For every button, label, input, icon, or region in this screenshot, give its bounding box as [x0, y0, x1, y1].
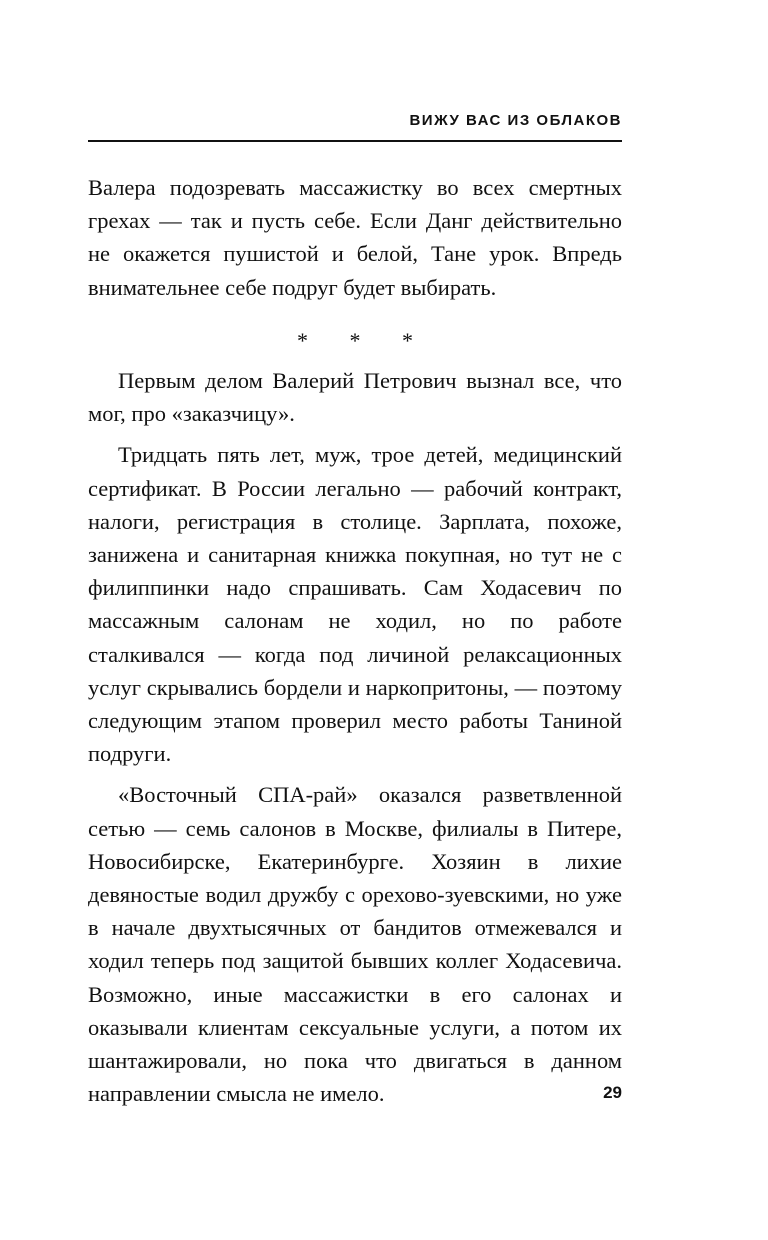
continuation-text: [88, 171, 622, 304]
book-page: [88, 0, 622, 1240]
paragraph-3: «Восточный СПА-рай» оказался разветвленной сетью — семь салонов в Москве, филиалы в Питере, Новосибирске, Екатеринбурге. Хозяин в лихие девяностые водил дружбу с орехово-зуевскими, но уже в начале двухтысячных от бандитов отмежевался и ходил теперь под защитой бывших коллег Ходасевича. Возможно, иные массажистки в его салонах и оказывали клиентам сексуальные услуги, а потом их шантажировали, но пока что двигаться в данном направлении смысла не имело.: [88, 782, 622, 1107]
section-separator: * * *: [297, 328, 431, 353]
running-title: ВИЖУ ВАС ИЗ ОБЛАКОВ: [409, 112, 622, 129]
continuation-paragraph: Валера подозревать массажистку во всех смертных грехах — так и пусть себе. Если Данг действительно не окажется пушистой и белой, Тане урок. Впредь внимательнее себе подруг будет выбирать.: [88, 175, 622, 300]
paragraph-1: Первым делом Валерий Петрович вызнал все, что мог, про «заказчицу».: [88, 368, 622, 427]
section-text: [88, 364, 622, 1110]
page-number: 29: [603, 1083, 622, 1102]
header-rule: [88, 140, 622, 142]
paragraph-2: Тридцать пять лет, муж, трое детей, медицинский сертификат. В России легально — рабочий контракт, налоги, регистрация в столице. Зарплата, похоже, занижена и санитарная книжка покупная, но тут не с филиппинки надо спрашивать. Сам Ходасевич по массажным салонам не ходил, но по работе сталкивался — когда под личиной релаксационных услуг скрывались бордели и наркопритоны, — поэтому следующим этапом проверил место работы Таниной подруги.: [88, 442, 622, 767]
